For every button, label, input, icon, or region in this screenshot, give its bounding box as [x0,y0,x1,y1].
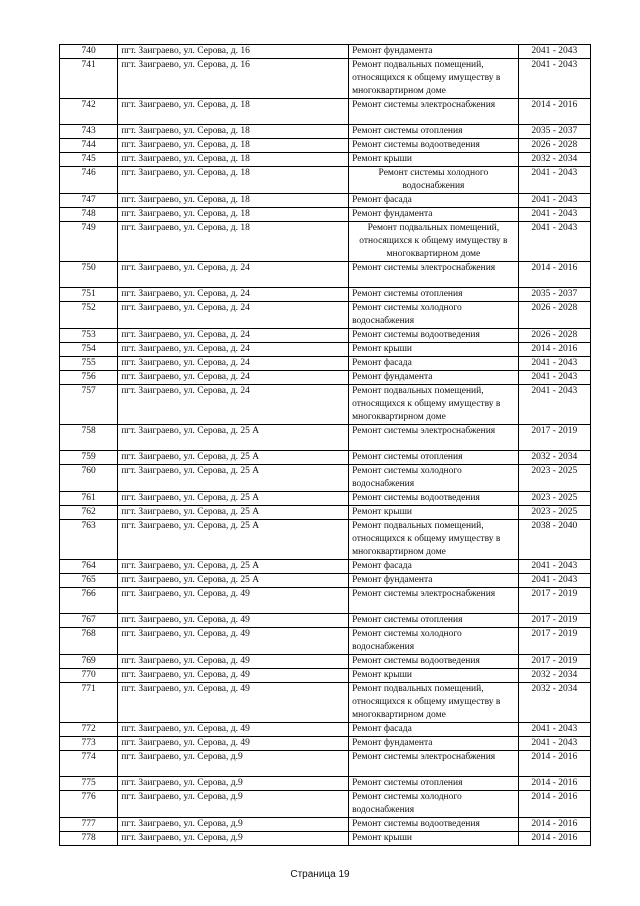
table-row [60,153,591,167]
period-cell: 2041 - 2043 [518,194,590,208]
table-row [60,791,591,818]
address-cell: пгт. Заиграево, ул. Серова, д.9 [118,791,349,818]
period-cell: 2041 - 2043 [518,560,590,574]
table-row [60,99,591,125]
work-type-cell: Ремонт системы отопления [349,451,519,465]
period-cell: 2041 - 2043 [518,208,590,222]
period-cell: 2041 - 2043 [518,574,590,588]
work-type-cell: Ремонт фасада [349,357,519,371]
address-cell: пгт. Заиграево, ул. Серова, д. 18 [118,167,349,194]
address-cell: пгт. Заиграево, ул. Серова, д. 24 [118,329,349,343]
address-cell: пгт. Заиграево, ул. Серова, д. 49 [118,628,349,655]
row-number-cell: 776 [60,791,118,818]
work-type-cell: Ремонт крыши [349,832,519,846]
period-cell: 2026 - 2028 [518,329,590,343]
address-cell: пгт. Заиграево, ул. Серова, д. 25 А [118,425,349,451]
period-cell: 2041 - 2043 [518,222,590,262]
work-type-cell: Ремонт крыши [349,343,519,357]
work-type-cell: Ремонт системы отопления [349,777,519,791]
row-number-cell: 747 [60,194,118,208]
address-cell: пгт. Заиграево, ул. Серова, д. 18 [118,222,349,262]
address-cell: пгт. Заиграево, ул. Серова, д. 25 А [118,451,349,465]
table-row [60,832,591,846]
address-cell: пгт. Заиграево, ул. Серова, д. 24 [118,371,349,385]
address-cell: пгт. Заиграево, ул. Серова, д. 16 [118,45,349,59]
work-type-cell: Ремонт подвальных помещений, относящихся к общему имуществу в многоквартирном доме [349,385,519,425]
work-type-cell: Ремонт крыши [349,153,519,167]
work-type-cell: Ремонт системы холодного водоснабжения [349,791,519,818]
period-cell: 2041 - 2043 [518,167,590,194]
row-number-cell: 777 [60,818,118,832]
row-number-cell: 752 [60,302,118,329]
work-type-cell: Ремонт фундамента [349,45,519,59]
work-type-cell: Ремонт фундамента [349,208,519,222]
table-row [60,262,591,288]
address-cell: пгт. Заиграево, ул. Серова, д. 49 [118,588,349,614]
period-cell: 2014 - 2016 [518,791,590,818]
table-row [60,574,591,588]
work-type-cell: Ремонт подвальных помещений, относящихся к общему имуществу в многоквартирном доме [349,520,519,560]
address-cell: пгт. Заиграево, ул. Серова, д. 25 А [118,520,349,560]
address-cell: пгт. Заиграево, ул. Серова, д. 49 [118,723,349,737]
row-number-cell: 756 [60,371,118,385]
row-number-cell: 771 [60,683,118,723]
row-number-cell: 751 [60,288,118,302]
row-number-cell: 750 [60,262,118,288]
period-cell: 2023 - 2025 [518,506,590,520]
table-row [60,343,591,357]
period-cell: 2035 - 2037 [518,288,590,302]
row-number-cell: 763 [60,520,118,560]
period-cell: 2014 - 2016 [518,818,590,832]
work-type-cell: Ремонт системы отопления [349,125,519,139]
table-row [60,425,591,451]
work-type-cell: Ремонт системы электроснабжения [349,588,519,614]
address-cell: пгт. Заиграево, ул. Серова, д. 18 [118,125,349,139]
address-cell: пгт. Заиграево, ул. Серова, д. 49 [118,655,349,669]
address-cell: пгт. Заиграево, ул. Серова, д. 18 [118,194,349,208]
table-row [60,139,591,153]
address-cell: пгт. Заиграево, ул. Серова, д. 49 [118,683,349,723]
table-row [60,357,591,371]
work-type-cell: Ремонт системы водоотведения [349,818,519,832]
row-number-cell: 775 [60,777,118,791]
table-row [60,329,591,343]
work-type-cell: Ремонт системы водоотведения [349,329,519,343]
row-number-cell: 769 [60,655,118,669]
work-type-cell: Ремонт фасада [349,723,519,737]
address-cell: пгт. Заиграево, ул. Серова, д. 25 А [118,492,349,506]
period-cell: 2032 - 2034 [518,451,590,465]
work-type-cell: Ремонт системы электроснабжения [349,751,519,777]
period-cell: 2023 - 2025 [518,492,590,506]
work-type-cell: Ремонт системы холодного водоснабжения [349,465,519,492]
table-row [60,655,591,669]
period-cell: 2032 - 2034 [518,683,590,723]
period-cell: 2017 - 2019 [518,628,590,655]
address-cell: пгт. Заиграево, ул. Серова, д. 49 [118,614,349,628]
address-cell: пгт. Заиграево, ул. Серова, д. 25 А [118,560,349,574]
row-number-cell: 755 [60,357,118,371]
row-number-cell: 774 [60,751,118,777]
page-number: Страница 19 [290,869,350,880]
address-cell: пгт. Заиграево, ул. Серова, д. 24 [118,302,349,329]
period-cell: 2041 - 2043 [518,723,590,737]
address-cell: пгт. Заиграево, ул. Серова, д. 18 [118,139,349,153]
table-row [60,492,591,506]
work-type-cell: Ремонт системы электроснабжения [349,262,519,288]
row-number-cell: 757 [60,385,118,425]
work-type-cell: Ремонт системы водоотведения [349,655,519,669]
row-number-cell: 749 [60,222,118,262]
row-number-cell: 773 [60,737,118,751]
address-cell: пгт. Заиграево, ул. Серова, д. 25 А [118,465,349,492]
work-type-cell: Ремонт фундамента [349,574,519,588]
row-number-cell: 759 [60,451,118,465]
table-row [60,288,591,302]
address-cell: пгт. Заиграево, ул. Серова, д. 18 [118,153,349,167]
row-number-cell: 778 [60,832,118,846]
table-row [60,59,591,99]
row-number-cell: 768 [60,628,118,655]
table-row [60,208,591,222]
row-number-cell: 762 [60,506,118,520]
row-number-cell: 742 [60,99,118,125]
address-cell: пгт. Заиграево, ул. Серова, д. 25 А [118,574,349,588]
address-cell: пгт. Заиграево, ул. Серова, д.9 [118,818,349,832]
period-cell: 2017 - 2019 [518,614,590,628]
period-cell: 2041 - 2043 [518,385,590,425]
table-row [60,45,591,59]
period-cell: 2026 - 2028 [518,139,590,153]
work-type-cell: Ремонт подвальных помещений, относящихся к общему имуществу в многоквартирном доме [349,59,519,99]
row-number-cell: 753 [60,329,118,343]
work-type-cell: Ремонт фасада [349,194,519,208]
table-row [60,125,591,139]
table-row [60,371,591,385]
address-cell: пгт. Заиграево, ул. Серова, д. 18 [118,99,349,125]
row-number-cell: 758 [60,425,118,451]
row-number-cell: 764 [60,560,118,574]
row-number-cell: 743 [60,125,118,139]
work-type-cell: Ремонт фундамента [349,371,519,385]
row-number-cell: 767 [60,614,118,628]
work-type-cell: Ремонт системы водоотведения [349,492,519,506]
period-cell: 2026 - 2028 [518,302,590,329]
address-cell: пгт. Заиграево, ул. Серова, д. 49 [118,669,349,683]
period-cell: 2014 - 2016 [518,777,590,791]
period-cell: 2041 - 2043 [518,357,590,371]
work-type-cell: Ремонт подвальных помещений, относящихся к общему имуществу в многоквартирном доме [349,683,519,723]
period-cell: 2017 - 2019 [518,588,590,614]
work-type-cell: Ремонт подвальных помещений, относящихся к общему имуществу в многоквартирном доме [349,222,519,262]
period-cell: 2032 - 2034 [518,669,590,683]
table-row [60,194,591,208]
work-type-cell: Ремонт крыши [349,506,519,520]
table-row [60,751,591,777]
table-row [60,723,591,737]
work-type-cell: Ремонт системы электроснабжения [349,425,519,451]
table-row [60,818,591,832]
period-cell: 2014 - 2016 [518,751,590,777]
table-row [60,465,591,492]
table-row [60,588,591,614]
period-cell: 2041 - 2043 [518,737,590,751]
period-cell: 2017 - 2019 [518,655,590,669]
period-cell: 2023 - 2025 [518,465,590,492]
row-number-cell: 746 [60,167,118,194]
address-cell: пгт. Заиграево, ул. Серова, д.9 [118,751,349,777]
repair-schedule-table [59,44,591,846]
row-number-cell: 772 [60,723,118,737]
period-cell: 2014 - 2016 [518,262,590,288]
table-row [60,628,591,655]
table-row [60,777,591,791]
work-type-cell: Ремонт системы холодного водоснабжения [349,302,519,329]
table-row [60,302,591,329]
work-type-cell: Ремонт системы холодного водоснабжения [349,167,519,194]
address-cell: пгт. Заиграево, ул. Серова, д. 18 [118,208,349,222]
period-cell: 2014 - 2016 [518,832,590,846]
address-cell: пгт. Заиграево, ул. Серова, д.9 [118,832,349,846]
address-cell: пгт. Заиграево, ул. Серова, д.9 [118,777,349,791]
period-cell: 2035 - 2037 [518,125,590,139]
work-type-cell: Ремонт фундамента [349,737,519,751]
row-number-cell: 748 [60,208,118,222]
row-number-cell: 770 [60,669,118,683]
table-row [60,222,591,262]
work-type-cell: Ремонт системы отопления [349,614,519,628]
period-cell: 2041 - 2043 [518,59,590,99]
period-cell: 2017 - 2019 [518,425,590,451]
table-row [60,167,591,194]
period-cell: 2038 - 2040 [518,520,590,560]
table-row [60,614,591,628]
row-number-cell: 740 [60,45,118,59]
table-row [60,737,591,751]
work-type-cell: Ремонт крыши [349,669,519,683]
address-cell: пгт. Заиграево, ул. Серова, д. 24 [118,288,349,302]
address-cell: пгт. Заиграево, ул. Серова, д. 25 А [118,506,349,520]
table-row [60,683,591,723]
work-type-cell: Ремонт системы электроснабжения [349,99,519,125]
address-cell: пгт. Заиграево, ул. Серова, д. 24 [118,343,349,357]
address-cell: пгт. Заиграево, ул. Серова, д. 24 [118,262,349,288]
period-cell: 2014 - 2016 [518,99,590,125]
address-cell: пгт. Заиграево, ул. Серова, д. 24 [118,357,349,371]
work-type-cell: Ремонт фасада [349,560,519,574]
period-cell: 2041 - 2043 [518,371,590,385]
row-number-cell: 745 [60,153,118,167]
row-number-cell: 766 [60,588,118,614]
table-row [60,560,591,574]
table-row [60,385,591,425]
period-cell: 2032 - 2034 [518,153,590,167]
address-cell: пгт. Заиграево, ул. Серова, д. 16 [118,59,349,99]
row-number-cell: 744 [60,139,118,153]
period-cell: 2041 - 2043 [518,45,590,59]
work-type-cell: Ремонт системы холодного водоснабжения [349,628,519,655]
address-cell: пгт. Заиграево, ул. Серова, д. 24 [118,385,349,425]
table-row [60,669,591,683]
work-type-cell: Ремонт системы водоотведения [349,139,519,153]
address-cell: пгт. Заиграево, ул. Серова, д. 49 [118,737,349,751]
work-type-cell: Ремонт системы отопления [349,288,519,302]
row-number-cell: 765 [60,574,118,588]
table-row [60,506,591,520]
row-number-cell: 741 [60,59,118,99]
table-row [60,520,591,560]
row-number-cell: 754 [60,343,118,357]
table-row [60,451,591,465]
period-cell: 2014 - 2016 [518,343,590,357]
row-number-cell: 760 [60,465,118,492]
row-number-cell: 761 [60,492,118,506]
